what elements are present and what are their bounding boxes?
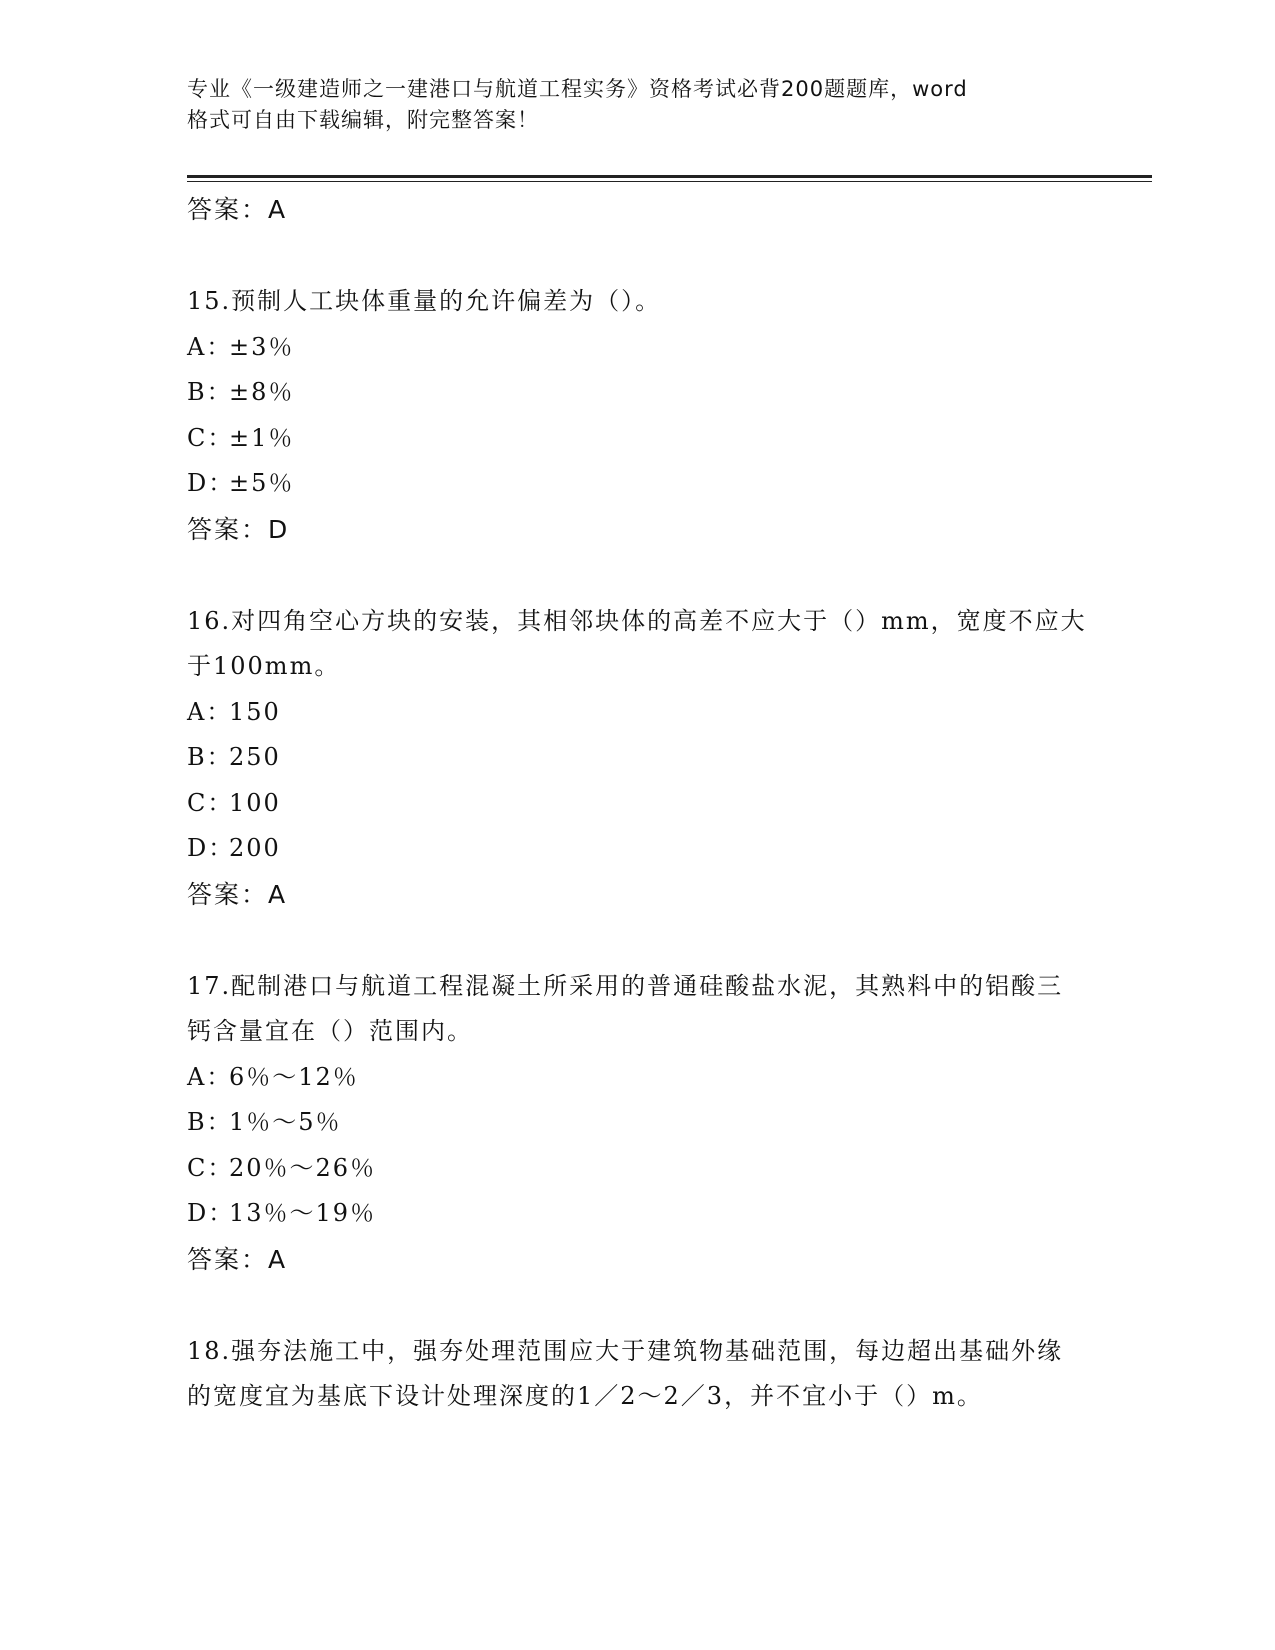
header-rule-thin — [187, 181, 1152, 182]
header-rule-thick — [187, 175, 1152, 178]
option-b — [187, 370, 1087, 416]
option-value: ±8％ — [229, 378, 295, 406]
option-c — [187, 416, 1087, 462]
option-label: C： — [187, 788, 234, 817]
option-value: 6％～12％ — [229, 1062, 359, 1091]
option-value: 1％～5％ — [229, 1108, 342, 1136]
question-text: 15.预制人工块体重量的允许偏差为（）。 — [187, 287, 662, 315]
option-value: 100 — [229, 788, 281, 817]
question-text: 16.对四角空心方块的安装，其相邻块体的高差不应大于（）mm，宽度不应大于100mm。 — [187, 606, 1087, 680]
question-18 — [187, 1329, 1087, 1420]
option-value: 200 — [229, 834, 281, 862]
option-label: B： — [187, 378, 233, 406]
option-label: D： — [187, 834, 235, 862]
answer: 答案：D — [187, 514, 290, 544]
option-d — [187, 1191, 1087, 1237]
option-value: 250 — [229, 743, 281, 771]
option-value: ±5％ — [229, 469, 295, 497]
previous-answer: 答案：A — [187, 195, 288, 224]
header-line-2: 格式可自由下载编辑，附完整答案！ — [187, 108, 539, 132]
option-label: D： — [187, 1199, 235, 1227]
question-17 — [187, 964, 1087, 1283]
option-c — [187, 1146, 1087, 1192]
option-label: C： — [187, 423, 234, 452]
option-value: 20％～26％ — [229, 1153, 377, 1182]
option-label: B： — [187, 1108, 233, 1136]
option-d — [187, 826, 1087, 872]
option-value: ±3％ — [229, 332, 295, 361]
option-c — [187, 781, 1087, 827]
option-label: B： — [187, 743, 233, 771]
option-label: D： — [187, 469, 235, 497]
option-b — [187, 735, 1087, 781]
question-15 — [187, 279, 1087, 553]
option-a — [187, 1055, 1087, 1101]
question-16 — [187, 599, 1087, 918]
option-label: C： — [187, 1153, 234, 1182]
header-line-1: 专业《一级建造师之一建港口与航道工程实务》资格考试必背200题题库，word — [187, 77, 968, 101]
option-a — [187, 325, 1087, 371]
answer: 答案：A — [187, 1244, 288, 1274]
page-header — [187, 74, 1067, 136]
option-d — [187, 461, 1087, 507]
option-a — [187, 690, 1087, 736]
question-text: 17.配制港口与航道工程混凝土所采用的普通硅酸盐水泥，其熟料中的铝酸三钙含量宜在（）范围内。 — [187, 971, 1064, 1045]
question-list — [187, 187, 1087, 1420]
question-text: 18.强夯法施工中，强夯处理范围应大于建筑物基础范围，每边超出基础外缘的宽度宜为基底下设计处理深度的1／2～2／3，并不宜小于（）m。 — [187, 1336, 1064, 1410]
option-label: A： — [187, 697, 233, 726]
option-value: 13％～19％ — [229, 1199, 377, 1227]
option-label: A： — [187, 1062, 233, 1091]
option-value: ±1％ — [229, 423, 295, 452]
option-value: 150 — [229, 697, 281, 726]
answer: 答案：A — [187, 879, 288, 909]
option-b — [187, 1100, 1087, 1146]
option-label: A： — [187, 332, 233, 361]
